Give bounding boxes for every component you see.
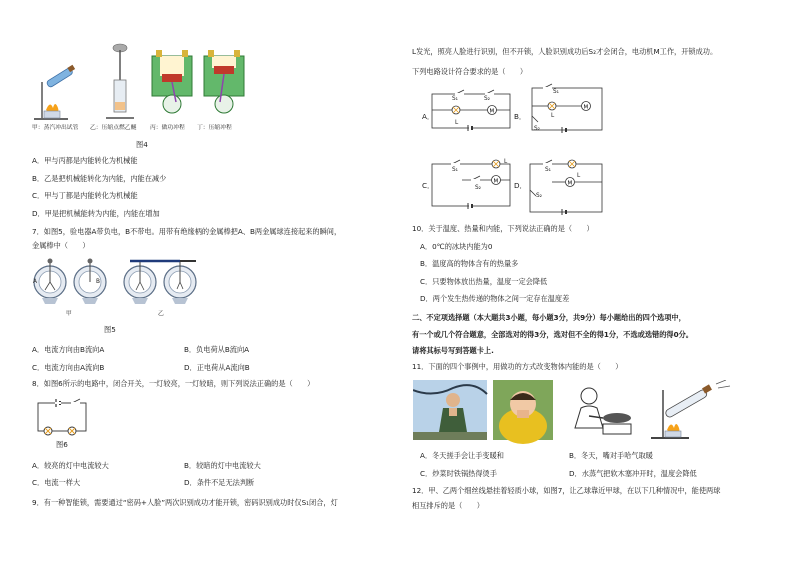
figure-4-yi-cylinder bbox=[106, 44, 134, 118]
question-8-option-d: D．条件不足无法判断 bbox=[184, 478, 255, 487]
svg-text:M: M bbox=[493, 178, 499, 185]
section-2-heading-line-3: 请将其标号写到答题卡上. bbox=[412, 346, 494, 355]
question-7-stem-line-1: 7．如图5，验电器A带负电，B不带电。用带有绝缘柄的金属棒把A、B两金属球连接起来的瞬间， bbox=[32, 227, 342, 236]
question-11-images bbox=[413, 380, 753, 444]
circuit-option-b bbox=[532, 84, 602, 133]
image-breathing-on-hands bbox=[493, 380, 553, 444]
figure-4-caption-jia: 甲：蒸汽冲出试管 bbox=[32, 125, 79, 131]
figure-4-label: 图4 bbox=[136, 140, 148, 149]
circuit-c-s1: S₁ bbox=[452, 167, 459, 173]
question-10-option-d: D．两个发生热传递的物体之间一定存在温度差 bbox=[420, 294, 570, 303]
circuit-c-l: L bbox=[504, 159, 508, 165]
figure-5-label-a: A bbox=[33, 279, 37, 285]
circuit-label-d: D． bbox=[514, 181, 527, 190]
figure-6-label: 图6 bbox=[56, 440, 68, 449]
svg-text:M: M bbox=[567, 180, 573, 187]
circuit-a-s2: S₂ bbox=[484, 96, 491, 102]
circuit-a-l: L bbox=[455, 120, 459, 126]
circuit-option-a bbox=[432, 90, 510, 131]
question-7-option-d: D．正电荷从A流向B bbox=[184, 363, 250, 372]
figure-4-jia-test-tube bbox=[34, 65, 75, 119]
circuit-b-l: L bbox=[551, 113, 555, 119]
question-7-option-a: A．电流方向由B流向A bbox=[32, 345, 105, 354]
question-8-option-a: A．较亮的灯中电流较大 bbox=[32, 461, 109, 470]
circuit-d-s2: S₂ bbox=[536, 193, 543, 199]
question-7-option-b: B．负电荷从B流向A bbox=[184, 345, 250, 354]
figure-5-yi-electroscopes bbox=[124, 261, 196, 304]
figure-4-apparatus bbox=[28, 40, 258, 126]
figure-6-circuit bbox=[32, 395, 92, 437]
image-steam-cork bbox=[651, 380, 730, 438]
circuit-option-c bbox=[432, 160, 510, 209]
circuit-c-s2: S₂ bbox=[475, 185, 482, 191]
question-10-option-b: B．温度高的物体含有的热量多 bbox=[420, 259, 519, 268]
question-9-ask: 下列电路设计符合要求的是（ ） bbox=[412, 67, 528, 76]
image-frying-pan bbox=[563, 380, 635, 440]
question-9-stem: 9．有一种智能锁，需要通过“密码+人脸”两次识别成功才能开锁，密码识别成功时仅S₁闭合，灯 bbox=[32, 498, 338, 507]
figure-6-lamp-2 bbox=[68, 427, 76, 435]
question-7-stem-line-2: 金属棒中（ ） bbox=[32, 241, 90, 250]
image-rubbing-hands bbox=[413, 380, 487, 440]
question-11-option-b: B．冬天，嘴对手哈气取暖 bbox=[569, 451, 653, 460]
question-11-option-a: A．冬天搓手会让手变暖和 bbox=[420, 451, 504, 460]
prev-question-option-b: B．乙是把机械能转化为内能，内能在减少 bbox=[32, 174, 167, 183]
figure-4-caption-bing: 丙：做功冲程 bbox=[150, 125, 185, 131]
prev-question-option-d: D．甲是把机械能转为内能，内能在增加 bbox=[32, 209, 160, 218]
svg-text:M: M bbox=[583, 104, 589, 111]
question-8-stem: 8．如图6所示的电路中，闭合开关，一灯较亮，一灯较暗，则下列说法正确的是（ ） bbox=[32, 379, 315, 388]
circuit-option-d bbox=[530, 160, 602, 215]
figure-4-ding-engine bbox=[204, 50, 244, 113]
figure-5-label-jia: 甲 bbox=[66, 311, 72, 317]
question-11-option-c: C．炒菜时铁锅热得烫手 bbox=[420, 469, 497, 478]
circuit-label-c: C． bbox=[422, 181, 435, 190]
figure-4-bing-engine bbox=[152, 50, 192, 113]
question-8-option-c: C．电流一样大 bbox=[32, 478, 81, 487]
figure-5-label-b: B bbox=[96, 279, 100, 285]
question-10-option-c: C．只要物体放出热量，温度一定会降低 bbox=[420, 277, 548, 286]
question-10-option-a: A．0℃的冰块内能为0 bbox=[420, 242, 493, 251]
question-7-option-c: C．电流方向由A流向B bbox=[32, 363, 105, 372]
circuit-b-s1: S₁ bbox=[553, 89, 560, 95]
question-11-stem: 11．下面的四个事例中，用做功的方式改变物体内能的是（ ） bbox=[412, 362, 623, 371]
prev-question-option-a: A．甲与丙都是内能转化为机械能 bbox=[32, 156, 138, 165]
circuit-label-a: A． bbox=[422, 112, 435, 121]
figure-4-caption-yi: 乙：压缩点燃乙醚 bbox=[90, 125, 137, 131]
circuit-a-s1: S₁ bbox=[452, 96, 459, 102]
circuit-d-l: L bbox=[577, 173, 581, 179]
question-9-stem-continued: L发光，照亮人脸进行识别，但不开锁，人脸识别成功后S₂才会闭合，电动机M工作，开锁成功。 bbox=[412, 47, 718, 56]
prev-question-option-c: C．甲与丁都是内能转化为机械能 bbox=[32, 191, 138, 200]
figure-4-caption-ding: 丁：压缩冲程 bbox=[197, 125, 232, 131]
circuit-d-s1: S₁ bbox=[545, 167, 552, 173]
svg-text:M: M bbox=[489, 108, 495, 115]
question-9-circuit-options bbox=[412, 80, 612, 220]
figure-5-label: 图5 bbox=[104, 325, 116, 334]
circuit-b-s2: S₂ bbox=[534, 126, 541, 132]
question-10-stem: 10．关于温度、热量和内能，下列说法正确的是（ ） bbox=[412, 224, 594, 233]
question-8-option-b: B．较暗的灯中电流较大 bbox=[184, 461, 261, 470]
figure-6-lamp-1 bbox=[44, 427, 52, 435]
question-11-option-d: D．水蒸气把软木塞冲开时，温度会降低 bbox=[569, 469, 697, 478]
figure-5-label-yi: 乙 bbox=[158, 311, 164, 317]
question-12-stem-line-1: 12．甲、乙两个细丝线悬挂着轻质小球，如图7，让乙球靠近甲球，在以下几种情况中，能使两球 bbox=[412, 486, 721, 495]
circuit-label-b: B． bbox=[514, 112, 527, 121]
section-2-heading-line-1: 二、不定项选择题（本大题共3小题，每小题3分，共9分）每小题给出的四个选项中， bbox=[412, 313, 686, 322]
section-2-heading-line-2: 有一个或几个符合题意，全部选对的得3分，选对但不全的得1分，不选或选错的得0分。 bbox=[412, 330, 693, 339]
figure-5-electroscopes bbox=[30, 254, 260, 322]
question-12-stem-line-2: 相互排斥的是（ ） bbox=[412, 501, 484, 510]
